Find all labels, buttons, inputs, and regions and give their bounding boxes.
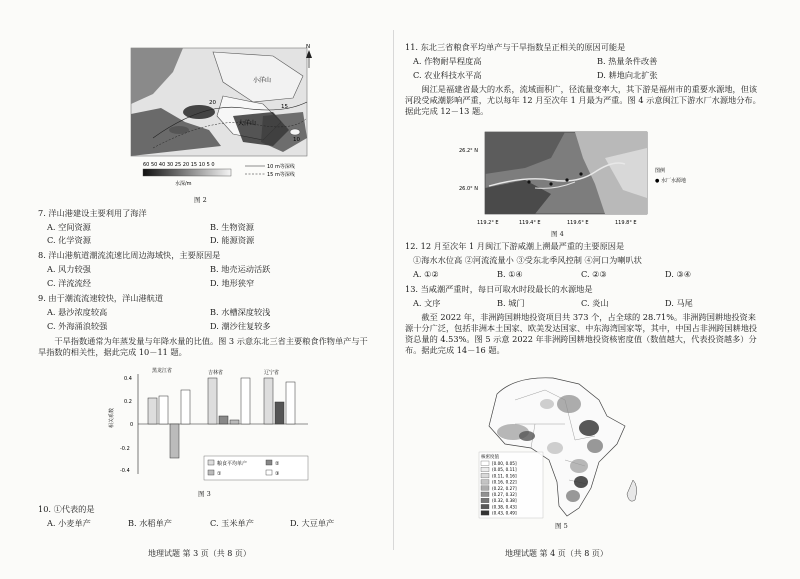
bar-jl-1 bbox=[230, 420, 239, 424]
fig4-legend-item: ● 水厂水源地 bbox=[655, 178, 686, 184]
y-tick-0-2: 0.2 bbox=[124, 399, 132, 405]
depth-label-20: 20 bbox=[209, 100, 216, 106]
depth-label-10: 10 bbox=[293, 137, 300, 143]
q8-option-d[interactable]: D. 地形狭窄 bbox=[210, 278, 255, 288]
q8-option-b[interactable]: B. 地壳运动活跃 bbox=[210, 264, 271, 274]
page-divider bbox=[393, 30, 394, 550]
density-legend-label: (0.22, 0.27] bbox=[492, 485, 517, 491]
figure-2-caption: 图 2 bbox=[194, 196, 207, 204]
intro-q12-13: 闽江是福建省最大的水系，流域面积广，径流量变率大，其下游是福州市的重要水源地，但该河段受咸潮影响严重，尤以每年 12 月至次年 1 月最为严重。图 4 示意闽江下游水厂水源地分布。据此完成 12－13 题。 bbox=[405, 84, 761, 117]
province-jilin: 吉林省 bbox=[208, 370, 224, 376]
bar-hlj-2 bbox=[159, 396, 168, 424]
q7-option-a[interactable]: A. 空间资源 bbox=[47, 222, 91, 232]
q11-option-b[interactable]: B. 热量条件改善 bbox=[597, 56, 658, 66]
density-legend-label: (0.38, 0.43] bbox=[492, 504, 517, 510]
figure-4-caption: 图 4 bbox=[551, 230, 564, 238]
q12-option-b[interactable]: B. ①④ bbox=[497, 269, 523, 279]
density-legend-swatch bbox=[481, 486, 489, 491]
bar-jl-2 bbox=[219, 416, 228, 424]
lon-label-119-6: 119.6° E bbox=[567, 220, 589, 226]
bar-jl-grain bbox=[208, 378, 217, 424]
depth-scale-numbers: 60 50 40 30 25 20 15 10 5 0 bbox=[143, 162, 215, 168]
legend-grain: 粮食平均单产 bbox=[217, 461, 248, 467]
y-axis-label: 相关系数 bbox=[109, 407, 115, 428]
q8-option-a[interactable]: A. 风力较强 bbox=[47, 264, 91, 274]
correlation-bar-chart bbox=[108, 366, 318, 486]
legend-2: ② bbox=[275, 461, 280, 467]
bar-hlj-1 bbox=[170, 424, 179, 458]
density-legend-label: (0.43, 0.49] bbox=[492, 510, 517, 516]
q12-statements: ①海水水位高 ②河流流量小 ③受东北季风控制 ④河口为喇叭状 bbox=[413, 255, 642, 265]
madagascar bbox=[627, 480, 637, 501]
depth-scale-unit: 水深/m bbox=[175, 181, 192, 187]
right-page bbox=[405, 0, 767, 579]
y-tick-0-4: 0.4 bbox=[124, 376, 132, 382]
label-xiao-yang-shan: 小洋山 bbox=[253, 77, 272, 84]
lat-label-26-2: 26.2° N bbox=[459, 148, 478, 154]
q10-stem: 10. ①代表的是 bbox=[38, 504, 95, 514]
density-legend-label: (0.11, 0.16] bbox=[492, 473, 517, 479]
q12-option-a[interactable]: A. ①② bbox=[413, 269, 439, 279]
density-legend-swatch bbox=[481, 511, 489, 515]
left-page-footer: 地理试题 第 3 页（共 8 页） bbox=[148, 549, 251, 558]
density-legend-swatch bbox=[481, 492, 489, 497]
q8-stem: 8. 洋山港航道潮流流速比周边海域快，主要原因是 bbox=[38, 250, 221, 260]
density-legend-swatch bbox=[481, 504, 489, 509]
right-page-footer: 地理试题 第 4 页（共 8 页） bbox=[505, 549, 608, 558]
label-da-yang-shan: 大洋山 bbox=[238, 120, 257, 127]
legend-15m: 15 m等深线 bbox=[267, 172, 295, 178]
province-liaoning: 辽宁省 bbox=[264, 370, 280, 376]
q10-option-c[interactable]: C. 玉米单产 bbox=[210, 518, 254, 528]
density-legend-label: (0.05, 0.11] bbox=[492, 467, 517, 473]
q7-option-b[interactable]: B. 生物资源 bbox=[210, 222, 254, 232]
bar-ln-grain bbox=[264, 378, 273, 424]
lon-label-119-4: 119.4° E bbox=[519, 220, 541, 226]
bar-jl-3 bbox=[241, 378, 250, 424]
density-legend-swatch bbox=[481, 480, 489, 485]
q9-option-c[interactable]: C. 外海涌浪较强 bbox=[47, 321, 108, 331]
y-tick-0: 0 bbox=[130, 422, 134, 428]
lat-label-26-0: 26.0° N bbox=[459, 186, 478, 192]
legend-3: ③ bbox=[275, 471, 280, 477]
legend-10m: 10 m等深线 bbox=[267, 164, 295, 170]
lon-label-119-2: 119.2° E bbox=[477, 220, 499, 226]
q9-stem: 9. 由于潮流流速较快，洋山港航道 bbox=[38, 293, 164, 303]
province-heilongjiang: 黑龙江省 bbox=[152, 368, 173, 374]
figure-5-caption: 图 5 bbox=[555, 522, 568, 530]
density-legend-label: (0.27, 0.32] bbox=[492, 492, 517, 497]
y-tick-neg-0-4: -0.4 bbox=[120, 468, 130, 474]
fig4-legend-title: 图例 bbox=[655, 168, 666, 174]
svg-text:N: N bbox=[306, 44, 311, 50]
bar-ln-3 bbox=[286, 382, 295, 424]
density-legend-swatch bbox=[481, 473, 489, 478]
depth-label-15: 15 bbox=[281, 104, 288, 110]
q7-option-c[interactable]: C. 化学资源 bbox=[47, 235, 91, 245]
q10-option-d[interactable]: D. 大豆单产 bbox=[290, 518, 335, 528]
figure-2-map bbox=[113, 42, 328, 192]
q13-option-b[interactable]: B. 城门 bbox=[497, 298, 525, 308]
depth-scale-bar bbox=[143, 169, 231, 176]
q12-option-d[interactable]: D. ③④ bbox=[665, 269, 692, 279]
density-legend bbox=[481, 461, 517, 516]
density-legend-swatch bbox=[481, 467, 489, 472]
q13-option-d[interactable]: D. 马尾 bbox=[665, 298, 693, 308]
q8-option-c[interactable]: C. 洋流流经 bbox=[47, 278, 91, 288]
density-legend-label: [0.00, 0.05] bbox=[492, 461, 517, 466]
q11-option-c[interactable]: C. 农业科技水平高 bbox=[413, 70, 482, 80]
figure-5-map bbox=[475, 370, 655, 520]
density-legend-swatch bbox=[481, 461, 489, 466]
density-legend-label: (0.32, 0.38] bbox=[492, 498, 517, 504]
intro-q14-16: 截至 2022 年，非洲跨国耕地投资项目共 373 个，占全球的 28.71%。非洲跨国耕地投资来源十分广泛，包括非洲本土国家、欧美发达国家、中东海湾国家等，其中，中国占非洲跨国耕地投资总量的 4.53%。图 5 示意 2022 年非洲跨国耕地投资核密度值（数值越大，代表投资越多）分布。据此完成 14－16 题。 bbox=[405, 312, 758, 356]
q12-stem: 12. 12 月至次年 1 月闽江下游咸潮上溯最严重的主要原因是 bbox=[405, 241, 625, 251]
figure-3-chart bbox=[108, 366, 318, 486]
density-legend-title: 核密度值 bbox=[481, 455, 499, 460]
figure-4-map bbox=[455, 128, 720, 228]
q11-option-d[interactable]: D. 耕地向北扩张 bbox=[597, 70, 658, 80]
q11-option-a[interactable]: A. 作物耐旱程度高 bbox=[413, 56, 482, 66]
lon-label-119-8: 119.8° E bbox=[615, 220, 637, 226]
bar-hlj-grain bbox=[148, 398, 157, 424]
africa-density-map-svg bbox=[475, 370, 655, 520]
q7-option-d[interactable]: D. 能源资源 bbox=[210, 235, 255, 245]
left-page bbox=[38, 0, 378, 579]
q9-option-d[interactable]: D. 潮沙往复较多 bbox=[210, 321, 271, 331]
minjiang-map-svg bbox=[455, 128, 720, 228]
q10-option-b[interactable]: B. 水稻单产 bbox=[128, 518, 172, 528]
intro-q10-11: 干旱指数通常为年蒸发量与年降水量的比值。图 3 示意东北三省主要粮食作物单产与干旱指数的相关性，据此完成 10－11 题。 bbox=[38, 336, 368, 358]
q13-option-c[interactable]: C. 炎山 bbox=[581, 298, 609, 308]
density-legend-swatch bbox=[481, 498, 489, 503]
legend-1: ① bbox=[217, 471, 222, 477]
q10-option-a[interactable]: A. 小麦单产 bbox=[47, 518, 91, 528]
q13-stem: 13. 当咸潮严重时，每日可取水时段最长的水源地是 bbox=[405, 284, 593, 294]
q13-option-a[interactable]: A. 文序 bbox=[413, 298, 441, 308]
q7-stem: 7. 洋山港建设主要利用了海洋 bbox=[38, 208, 147, 218]
bar-hlj-3 bbox=[181, 390, 190, 424]
figure-3-caption: 图 3 bbox=[198, 490, 211, 498]
q11-stem: 11. 东北三省粮食平均单产与干旱指数呈正相关的原因可能是 bbox=[405, 42, 626, 52]
q9-option-a[interactable]: A. 悬沙浓度较高 bbox=[47, 307, 108, 317]
q9-option-b[interactable]: B. 水槽深度较浅 bbox=[210, 307, 271, 317]
yangshan-map-svg bbox=[113, 42, 328, 192]
bar-ln-2 bbox=[275, 402, 284, 424]
density-legend-label: (0.16, 0.22] bbox=[492, 479, 517, 485]
q12-option-c[interactable]: C. ②③ bbox=[581, 269, 607, 279]
y-tick-neg-0-2: -0.2 bbox=[120, 446, 130, 452]
